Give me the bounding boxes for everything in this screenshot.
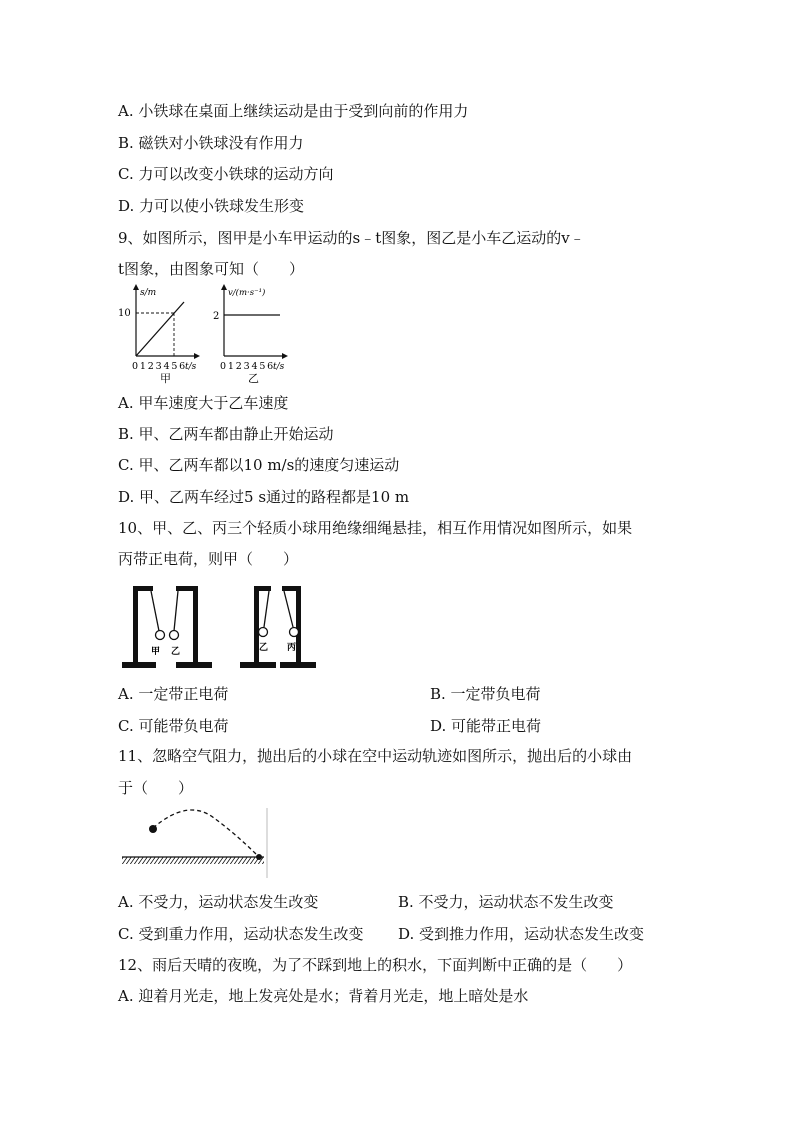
chart-yi-ytick: 2 — [213, 311, 220, 322]
ball-yi-right — [259, 628, 268, 637]
trajectory-path — [153, 810, 259, 857]
chart-jia-caption: 甲 — [160, 372, 171, 385]
q8-option-a: A. 小铁球在桌面上继续运动是由于受到向前的作用力 — [118, 102, 469, 120]
chart-yi-y-arrow — [221, 284, 227, 290]
chart-yi-xlabel: t/s — [273, 362, 285, 372]
q12-option-a: A. 迎着月光走，地上发亮处是水；背着月光走，地上暗处是水 — [118, 987, 529, 1005]
q10-option-a: A. 一定带正电荷 — [118, 685, 229, 703]
stand-left — [122, 586, 212, 668]
q8-option-d: D. 力可以使小铁球发生形变 — [118, 197, 305, 215]
q10-stem-line2: 丙带正电荷，则甲（ ） — [118, 550, 299, 568]
q10-figure — [118, 580, 318, 675]
q9-stem-line2: t图象，由图象可知（ ） — [118, 260, 305, 278]
ball-jia — [156, 631, 165, 640]
chart-jia-y-arrow — [133, 284, 139, 290]
q9-option-c: C. 甲、乙两车都以10 m/s的速度匀速运动 — [118, 456, 400, 474]
label-bing: 丙 — [287, 643, 297, 653]
chart-yi — [213, 284, 288, 385]
q11-figure — [118, 806, 272, 882]
stand-right — [240, 586, 316, 668]
q11-option-a: A. 不受力，运动状态发生改变 — [118, 893, 319, 911]
chart-jia-ytick: 10 — [118, 308, 131, 319]
balls-right — [259, 591, 299, 637]
chart-jia-data-line — [136, 302, 184, 356]
q9-option-a: A. 甲车速度大于乙车速度 — [118, 394, 289, 412]
q9-figure — [112, 282, 302, 388]
chart-jia-x-arrow — [194, 353, 200, 359]
label-yi-right: 乙 — [259, 643, 269, 653]
ball-start — [149, 825, 157, 833]
ball-end — [256, 854, 262, 860]
q9-option-b: B. 甲、乙两车都由静止开始运动 — [118, 425, 334, 443]
q12-stem: 12、雨后天晴的夜晚，为了不踩到地上的积水，下面判断中正确的是（ ） — [118, 956, 633, 974]
q10-stem-line1: 10、甲、乙、丙三个轻质小球用绝缘细绳悬挂，相互作用情况如图所示，如果 — [118, 519, 633, 537]
chart-jia-ylabel: s/m — [140, 288, 157, 298]
q9-option-d: D. 甲、乙两车经过5 s通过的路程都是10 m — [118, 488, 410, 506]
q11-stem-line2: 于（ ） — [118, 779, 194, 797]
q8-option-b: B. 磁铁对小铁球没有作用力 — [118, 134, 304, 152]
q10-option-b: B. 一定带负电荷 — [430, 685, 541, 703]
balls-left — [151, 591, 179, 640]
ball-bing — [290, 628, 299, 637]
chart-jia-xticks: 0 1 2 3 4 5 6 — [132, 361, 185, 372]
chart-yi-caption: 乙 — [248, 372, 259, 385]
chart-yi-xticks: 0 1 2 3 4 5 6 — [220, 361, 273, 372]
q11-stem-line1: 11、忽略空气阻力，抛出后的小球在空中运动轨迹如图所示，抛出后的小球由 — [118, 747, 633, 765]
ground-hatching — [122, 857, 264, 864]
q11-option-c: C. 受到重力作用，运动状态发生改变 — [118, 925, 364, 943]
q10-option-d: D. 可能带正电荷 — [430, 717, 542, 735]
chart-yi-ylabel: v/(m·s⁻¹) — [228, 288, 266, 298]
chart-jia — [118, 284, 200, 385]
q8-option-c: C. 力可以改变小铁球的运动方向 — [118, 165, 334, 183]
ball-yi-left — [170, 631, 179, 640]
chart-yi-x-arrow — [282, 353, 288, 359]
label-yi-left: 乙 — [171, 647, 181, 657]
q11-option-d: D. 受到推力作用，运动状态发生改变 — [398, 925, 645, 943]
q10-option-c: C. 可能带负电荷 — [118, 717, 229, 735]
chart-jia-xlabel: t/s — [185, 362, 197, 372]
q11-option-b: B. 不受力，运动状态不发生改变 — [398, 893, 614, 911]
q9-stem-line1: 9、如图所示，图甲是小车甲运动的s﹣t图象，图乙是小车乙运动的v﹣ — [118, 229, 585, 247]
label-jia: 甲 — [151, 647, 161, 657]
